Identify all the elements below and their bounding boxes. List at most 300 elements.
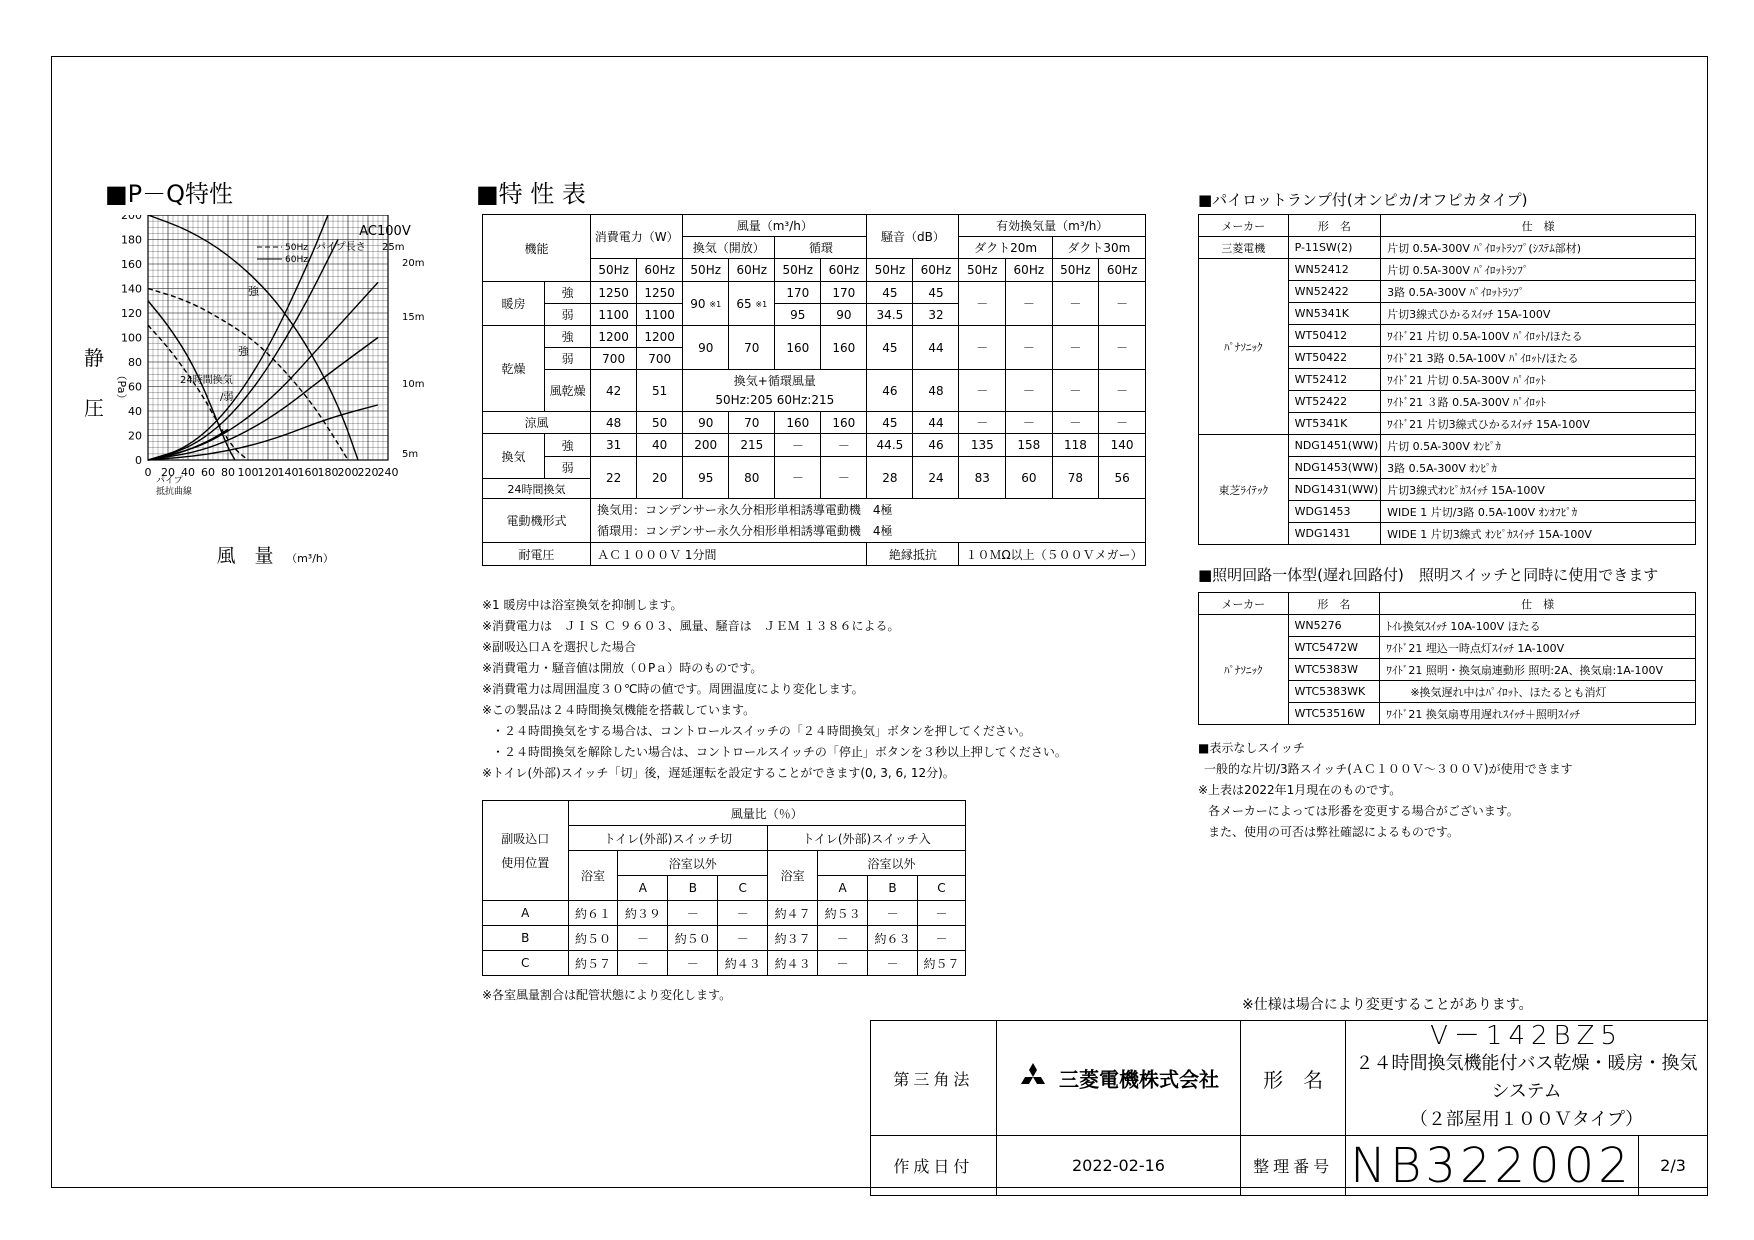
cell: 45 xyxy=(867,412,913,434)
pilot-spec: 3路 0.5A-300V ﾊﾟｲﾛｯﾄﾗﾝﾌﾟ xyxy=(1381,281,1696,303)
cell: 48 xyxy=(591,412,637,434)
ratio-note: ※各室風量割合は配管状態により変化します。 xyxy=(482,988,732,1002)
model-number: V－142BZ5 xyxy=(1430,1021,1623,1051)
pq-ticks xyxy=(121,215,399,479)
pilot-spec: ﾜｲﾄﾞ21 片切 0.5A-100V ﾊﾟｲﾛｯﾄ/ほたる xyxy=(1381,325,1696,347)
cell: 24 xyxy=(913,457,959,499)
pilot-model: WT50412 xyxy=(1288,325,1381,347)
cell: 20 xyxy=(637,457,683,499)
x-title: 風 量 xyxy=(216,545,274,567)
cell: 200 xyxy=(683,434,729,457)
ratio-cell: － xyxy=(818,951,868,976)
cell: － xyxy=(1099,412,1146,434)
pilot-spec: 片切 0.5A-300V ﾊﾟｲﾛｯﾄﾗﾝﾌﾟ xyxy=(1381,259,1696,281)
pilot-spec: 片切 0.5A-300V ｵﾝﾋﾟｶ xyxy=(1381,435,1696,457)
ratio-cell: 約３９ xyxy=(618,901,668,926)
pilot-spec: 3路 0.5A-300V ｵﾝﾋﾟｶ xyxy=(1381,457,1696,479)
lighting-spec: ※換気遅れ中はﾊﾟｲﾛｯﾄ、ほたるとも消灯 xyxy=(1380,681,1696,703)
note: ※消費電力は周囲温度３０℃時の値です。周囲温度により変化します。 xyxy=(482,682,864,696)
ratio-h-other: 浴室以外 xyxy=(618,851,768,876)
cell: 45 xyxy=(867,282,913,304)
hz: 60Hz xyxy=(1099,259,1146,282)
cell: 1250 xyxy=(591,282,637,304)
tokusei-notes xyxy=(482,595,1067,784)
lighting-title: ■照明回路一体型(遅れ回路付) 照明スイッチと同時に使用できます xyxy=(1198,566,1659,584)
y-tick-label: 180 xyxy=(121,233,142,247)
cell: － xyxy=(775,457,821,499)
cell: 56 xyxy=(1099,457,1146,499)
switch-note: 各メーカーによっては形番を変更する場合がございます。 xyxy=(1208,804,1519,818)
cell: － xyxy=(1052,412,1099,434)
cell xyxy=(683,282,729,326)
pilot-spec: 片切3線式ひかるｽｲｯﾁ 15A-100V xyxy=(1381,303,1696,325)
lighting-h-model: 形 名 xyxy=(1288,593,1380,615)
cell: 78 xyxy=(1052,457,1099,499)
pilot-h-maker: メーカー xyxy=(1199,215,1289,237)
ratio-cell: 約３７ xyxy=(768,926,818,951)
y-tick-label: 20 xyxy=(128,429,142,443)
switch-note: ※上表は2022年1月現在のものです。 xyxy=(1198,783,1402,797)
ratio-cell: － xyxy=(668,951,718,976)
switch-note: ■表示なしスイッチ xyxy=(1198,741,1305,755)
cell: 135 xyxy=(959,434,1006,457)
hz: 50Hz xyxy=(1052,259,1099,282)
tokusei-title: ■特 性 表 xyxy=(476,180,586,208)
ratio-cell: － xyxy=(618,926,668,951)
pilot-spec: ﾜｲﾄﾞ21 片切3線式ひかるｽｲｯﾁ 15A-100V xyxy=(1381,413,1696,435)
cell: － xyxy=(1052,370,1099,412)
kaze-flow-2: 50Hz:205 60Hz:215 xyxy=(715,392,835,407)
y-unit: （Pa） xyxy=(115,369,128,405)
cell: 1200 xyxy=(637,326,683,348)
ratio-cell: 約４３ xyxy=(718,951,768,976)
cell: － xyxy=(1099,326,1146,370)
cell: 83 xyxy=(959,457,1006,499)
model-desc-2: （２部屋用１００Ｖタイプ） xyxy=(1409,1109,1644,1130)
row-24h: 24時間換気 xyxy=(483,479,591,499)
label-weak: /弱 xyxy=(220,392,234,403)
x-unit: （m³/h） xyxy=(286,552,334,565)
y-title-2: 圧 xyxy=(84,396,104,420)
ratio-cell: － xyxy=(868,951,918,976)
cell: 45 xyxy=(913,282,959,304)
row-kansou: 乾燥 xyxy=(483,326,545,412)
cell: 60 xyxy=(1006,457,1053,499)
hz: 60Hz xyxy=(913,259,959,282)
h-duct30: ダクト30m xyxy=(1052,237,1145,259)
x-tick-label: 20 xyxy=(161,466,175,479)
cell: 46 xyxy=(867,370,913,412)
pilot-spec: 片切3線式ｵﾝﾋﾟｶｽｲｯﾁ 15A-100V xyxy=(1381,479,1696,501)
hz: 50Hz xyxy=(867,259,913,282)
ratio-h-on: トイレ(外部)スイッチ入 xyxy=(768,826,966,851)
pilot-model: WT52422 xyxy=(1288,391,1381,413)
pilot-model: P-11SW(2) xyxy=(1288,237,1381,259)
note: ※1 暖房中は浴室換気を抑制します。 xyxy=(482,598,683,612)
cell: 50 xyxy=(637,412,683,434)
cell: 170 xyxy=(821,282,867,304)
cell: － xyxy=(1052,282,1099,326)
x-tick-label: 180 xyxy=(317,466,339,479)
x-tick-label: 220 xyxy=(357,466,379,479)
cell: 160 xyxy=(821,326,867,370)
cell: － xyxy=(959,326,1006,370)
pilot-spec: ﾜｲﾄﾞ21 3路 0.5A-100V ﾊﾟｲﾛｯﾄ/ほたる xyxy=(1381,347,1696,369)
kaze-flow-1: 換気+循環風量 xyxy=(733,373,816,388)
hz: 50Hz xyxy=(683,259,729,282)
ratio-h-other: 浴室以外 xyxy=(818,851,966,876)
cell: 1200 xyxy=(591,326,637,348)
x-tick-label: 140 xyxy=(277,466,299,479)
hz: 60Hz xyxy=(637,259,683,282)
lighting-model: WN5276 xyxy=(1288,615,1380,637)
motor-values xyxy=(591,499,1146,543)
ins-label: 絶縁抵抗 xyxy=(867,543,959,566)
h-eff: 有効換気量（m³/h） xyxy=(959,215,1146,237)
ratio-pos: C xyxy=(483,951,569,976)
cell: 44 xyxy=(913,412,959,434)
pilot-model: WT50422 xyxy=(1288,347,1381,369)
pilot-model: NDG1431(WW) xyxy=(1288,479,1381,501)
cell: － xyxy=(1006,282,1053,326)
volt-label: 耐電圧 xyxy=(483,543,591,566)
h-flow: 風量（m³/h） xyxy=(683,215,867,237)
legend-pipe: パイプ長さ xyxy=(316,242,366,253)
cell: 40 xyxy=(637,434,683,457)
company-name: 三菱電機株式会社 xyxy=(1059,1067,1220,1092)
h-kinou: 機能 xyxy=(483,215,591,282)
h-duct20: ダクト20m xyxy=(959,237,1052,259)
cell: 48 xyxy=(913,370,959,412)
cell: 118 xyxy=(1052,434,1099,457)
ratio-cell: 約５３ xyxy=(818,901,868,926)
hz: 50Hz xyxy=(959,259,1006,282)
ratio-cell: 約４３ xyxy=(768,951,818,976)
cell: 70 xyxy=(729,412,775,434)
x-tick-label: 200 xyxy=(337,466,359,479)
date-label: 作成日付 xyxy=(871,1136,997,1196)
ratio-cell: － xyxy=(618,951,668,976)
ratio-h-bath: 浴室 xyxy=(768,851,818,901)
sub-weak: 弱 xyxy=(545,304,591,326)
cell: － xyxy=(821,434,867,457)
ratio-h-ratio: 風量比（％） xyxy=(568,801,966,826)
y-tick-label: 40 xyxy=(128,405,142,418)
note: ※消費電力は ＪＩＳ Ｃ ９６０３、風量、騒音は ＪＥＭ １３８６による。 xyxy=(482,619,900,633)
hz: 50Hz xyxy=(775,259,821,282)
h-junkan: 循環 xyxy=(775,237,867,259)
number-label: 整理番号 xyxy=(1241,1136,1346,1196)
cell: 160 xyxy=(821,412,867,434)
note: ・２４時間換気を解除したい場合は、コントロールスイッチの「停止」ボタンを３秒以上押してください。 xyxy=(492,745,1067,759)
ratio-cell: － xyxy=(668,901,718,926)
ratio-cell: － xyxy=(718,926,768,951)
mark-1: ※1 xyxy=(709,299,722,309)
lighting-maker: ﾊﾟﾅｿﾆｯｸ xyxy=(1199,615,1289,725)
legend-50hz: 50Hz xyxy=(285,243,308,253)
cell: 28 xyxy=(867,457,913,499)
note: ※消費電力・騒音値は開放（０Pａ）時のものです。 xyxy=(482,661,763,675)
sub-weak: 弱 xyxy=(545,348,591,370)
cell: 700 xyxy=(637,348,683,370)
cell: 160 xyxy=(775,412,821,434)
label-strong-60: 強 xyxy=(248,285,259,298)
pipe-label-25m: 25m xyxy=(382,242,405,253)
lighting-model: WTC5383W xyxy=(1288,659,1380,681)
ratio-col: B xyxy=(668,876,718,901)
pilot-h-spec: 仕 様 xyxy=(1381,215,1696,237)
cell: 95 xyxy=(775,304,821,326)
pilot-model: WN52422 xyxy=(1288,281,1381,303)
row-danbou: 暖房 xyxy=(483,282,545,326)
volt-value: ＡＣ１０００Ｖ 1分間 xyxy=(591,543,867,566)
cell: － xyxy=(1052,326,1099,370)
model-cell xyxy=(1346,1021,1708,1136)
cell: 70 xyxy=(729,326,775,370)
ratio-h-off: トイレ(外部)スイッチ切 xyxy=(568,826,768,851)
pilot-h-model: 形 名 xyxy=(1288,215,1381,237)
cell: 46 xyxy=(913,434,959,457)
pilot-model: WDG1431 xyxy=(1288,523,1381,545)
pilot-spec: 片切 0.5A-300V ﾊﾟｲﾛｯﾄﾗﾝﾌﾟ(ｼｽﾃﾑ部材) xyxy=(1381,237,1696,259)
ratio-pos: A xyxy=(483,901,569,926)
cell xyxy=(729,282,775,326)
x-tick-label: 160 xyxy=(297,466,319,479)
legend-60hz: 60Hz xyxy=(285,255,308,265)
h-power: 消費電力（W） xyxy=(591,215,683,259)
y-tick-label: 0 xyxy=(135,454,142,467)
cell: － xyxy=(1006,326,1053,370)
hz: 60Hz xyxy=(729,259,775,282)
y-tick-label: 200 xyxy=(121,215,142,222)
h-kanki: 換気（開放） xyxy=(683,237,775,259)
motor-line-1: 換気用：コンデンサー永久分相形単相誘導電動機 4極 xyxy=(597,502,893,517)
ratio-row-b xyxy=(483,926,966,951)
cell: － xyxy=(821,457,867,499)
ratio-cell: － xyxy=(818,926,868,951)
pilot-model: WT5341K xyxy=(1288,413,1381,435)
title-block xyxy=(870,1020,1708,1196)
sub-weak: 弱 xyxy=(545,457,591,479)
label-pipe-1: パイプ xyxy=(156,476,183,486)
cell: 90 xyxy=(683,412,729,434)
cell: 51 xyxy=(637,370,683,412)
cell: － xyxy=(1099,282,1146,326)
x-tick-label: 0 xyxy=(144,466,152,479)
pilot-spec: WIDE 1 片切/3路 0.5A-100V ｵﾝｵﾌﾋﾟｶ xyxy=(1381,501,1696,523)
cell: 215 xyxy=(729,434,775,457)
y-title-1: 静 xyxy=(84,346,104,370)
projection: 第三角法 xyxy=(871,1021,997,1136)
lighting-model: WTC53516W xyxy=(1288,703,1380,725)
pilot-spec: WIDE 1 片切3線式 ｵﾝﾋﾟｶｽｲｯﾁ 15A-100V xyxy=(1381,523,1696,545)
model-label: 形 名 xyxy=(1241,1021,1346,1136)
ratio-h-bath: 浴室 xyxy=(568,851,618,901)
model-desc-1: ２４時間換気機能付バス乾燥・暖房・換気システム xyxy=(1355,1053,1698,1102)
ratio-cell: 約６１ xyxy=(568,901,618,926)
ratio-pos: B xyxy=(483,926,569,951)
lighting-model: WTC5383WK xyxy=(1288,681,1380,703)
cell: 90 xyxy=(683,326,729,370)
pilot-model: NDG1451(WW) xyxy=(1288,435,1381,457)
pilot-model: WN52412 xyxy=(1288,259,1381,281)
pilot-maker: 三菱電機 xyxy=(1199,237,1289,259)
ratio-col: C xyxy=(718,876,768,901)
x-tick-label: 120 xyxy=(257,466,279,479)
y-tick-label: 100 xyxy=(121,331,142,345)
x-tick-label: 240 xyxy=(377,466,399,479)
ratio-cell: 約６３ xyxy=(868,926,918,951)
pilot-spec: ﾜｲﾄﾞ21 ３路 0.5A-300V ﾊﾟｲﾛｯﾄ xyxy=(1381,391,1696,413)
label-pipe-2: 抵抗曲線 xyxy=(156,487,193,497)
cell: 1100 xyxy=(591,304,637,326)
pilot-model: WDG1453 xyxy=(1288,501,1381,523)
sub-strong: 強 xyxy=(545,282,591,304)
ratio-h-pos: 副吸込口 使用位置 xyxy=(483,801,569,901)
cell: 44 xyxy=(913,326,959,370)
label-24h: 24時間換気 xyxy=(180,375,233,386)
pipe-label-5m: 5m xyxy=(402,449,419,460)
pq-voltage: AC100V xyxy=(359,224,411,239)
label-strong-50: 強 xyxy=(238,345,249,358)
cell-value: 65 xyxy=(736,296,752,311)
cell: 90 xyxy=(821,304,867,326)
lighting-table xyxy=(1198,592,1696,725)
spec-change-note: ※仕様は場合により変更することがあります。 xyxy=(1242,997,1533,1013)
lighting-model: WTC5472W xyxy=(1288,637,1380,659)
cell: 45 xyxy=(867,326,913,370)
pilot-model: WN5341K xyxy=(1288,303,1381,325)
ratio-cell: 約５７ xyxy=(917,951,965,976)
pq-chart xyxy=(60,215,450,585)
note: ※副吸込口Ａを選択した場合 xyxy=(482,640,637,654)
cell: － xyxy=(775,434,821,457)
pilot-table xyxy=(1198,214,1696,545)
cell: 1250 xyxy=(637,282,683,304)
pilot-title: ■パイロットランプ付(オンピカ/オフピカタイプ) xyxy=(1198,191,1528,209)
hz: 60Hz xyxy=(1006,259,1053,282)
drawing-number: NB322002 xyxy=(1346,1136,1639,1196)
cell: 158 xyxy=(1006,434,1053,457)
cell: 140 xyxy=(1099,434,1146,457)
switch-notes xyxy=(1198,738,1573,843)
cell: 160 xyxy=(775,326,821,370)
cell: 170 xyxy=(775,282,821,304)
company-cell xyxy=(996,1021,1241,1136)
sub-strong: 強 xyxy=(545,434,591,457)
cell: － xyxy=(1006,370,1053,412)
ratio-cell: 約５７ xyxy=(568,951,618,976)
row-ryoufuu: 涼風 xyxy=(483,412,591,434)
cell-value: 90 xyxy=(690,296,706,311)
ratio-col: B xyxy=(868,876,918,901)
ratio-col: A xyxy=(618,876,668,901)
motor-label: 電動機形式 xyxy=(483,499,591,543)
cell: 34.5 xyxy=(867,304,913,326)
x-tick-label: 80 xyxy=(221,466,235,479)
ratio-row-c xyxy=(483,951,966,976)
date: 2022-02-16 xyxy=(996,1136,1241,1196)
lighting-h-spec: 仕 様 xyxy=(1380,593,1696,615)
mark-1: ※1 xyxy=(755,299,768,309)
cell: 44.5 xyxy=(867,434,913,457)
cell: 42 xyxy=(591,370,637,412)
note: ※トイレ(外部)スイッチ「切」後，遅延運転を設定することができます(0, 3, 6, 12分)。 xyxy=(482,766,955,780)
y-tick-label: 140 xyxy=(121,282,142,296)
ratio-col: A xyxy=(818,876,868,901)
tokusei-table xyxy=(482,214,1146,566)
pipe-label-15m: 15m xyxy=(402,312,425,323)
h-noise: 騒音（dB） xyxy=(867,215,959,259)
page-number: 2/3 xyxy=(1639,1136,1708,1196)
y-tick-label: 160 xyxy=(121,258,142,271)
switch-note: また、使用の可否は弊社確認によるものです。 xyxy=(1208,825,1460,839)
hz: 60Hz xyxy=(821,259,867,282)
pilot-model: NDG1453(WW) xyxy=(1288,457,1381,479)
cell: 95 xyxy=(683,457,729,499)
y-tick-label: 120 xyxy=(121,307,142,320)
pilot-maker: ﾊﾟﾅｿﾆｯｸ xyxy=(1199,259,1289,435)
cell: 700 xyxy=(591,348,637,370)
ratio-cell: － xyxy=(868,901,918,926)
sub-kaze: 風乾燥 xyxy=(545,370,591,412)
ratio-cell: － xyxy=(917,901,965,926)
ratio-cell: － xyxy=(718,901,768,926)
lighting-spec: ﾜｲﾄﾞ21 埋込一時点灯ｽｲｯﾁ 1A-100V xyxy=(1380,637,1696,659)
switch-note: 一般的な片切/3路スイッチ(ＡＣ１００Ｖ～３００Ｖ)が使用できます xyxy=(1204,762,1573,776)
cell: － xyxy=(959,370,1006,412)
pq-legend xyxy=(257,241,366,265)
y-tick-label: 60 xyxy=(128,380,142,394)
cell: － xyxy=(1006,412,1053,434)
cell-kaze-flow xyxy=(683,370,867,412)
x-tick-label: 100 xyxy=(237,466,259,479)
lighting-spec: ﾄｲﾚ換気ｽｲｯﾁ 10A-100V ほたる xyxy=(1380,615,1696,637)
cell: － xyxy=(1099,370,1146,412)
sub-strong: 強 xyxy=(545,326,591,348)
cell: － xyxy=(959,282,1006,326)
row-kanki: 換気 xyxy=(483,434,545,479)
note: ・２４時間換気をする場合は、コントロールスイッチの「２４時間換気」ボタンを押してください。 xyxy=(492,724,1031,738)
ratio-cell: 約５０ xyxy=(668,926,718,951)
ratio-table xyxy=(482,800,966,976)
note: ※この製品は２４時間換気機能を搭載しています。 xyxy=(482,703,756,717)
ratio-row-a xyxy=(483,901,966,926)
ins-value: １０ＭΩ以上（５００Ｖメガー） xyxy=(959,543,1146,566)
lighting-h-maker: メーカー xyxy=(1199,593,1289,615)
x-tick-label: 40 xyxy=(181,466,195,479)
hz: 50Hz xyxy=(591,259,637,282)
ratio-cell: 約４７ xyxy=(768,901,818,926)
pipe-label-10m: 10m xyxy=(402,379,425,390)
cell: 22 xyxy=(591,457,637,499)
y-tick-label: 80 xyxy=(128,356,142,369)
pilot-model: WT52412 xyxy=(1288,369,1381,391)
ratio-cell: － xyxy=(917,926,965,951)
cell: － xyxy=(959,412,1006,434)
cell: 1100 xyxy=(637,304,683,326)
x-tick-label: 60 xyxy=(201,466,215,479)
cell: 31 xyxy=(591,434,637,457)
pilot-spec: ﾜｲﾄﾞ21 片切 0.5A-300V ﾊﾟｲﾛｯﾄ xyxy=(1381,369,1696,391)
motor-line-2: 循環用：コンデンサー永久分相形単相誘導電動機 4極 xyxy=(597,523,893,538)
lighting-spec: ﾜｲﾄﾞ21 照明・換気扇連動形 照明:2A、換気扇:1A-100V xyxy=(1380,659,1696,681)
mitsubishi-logo-icon xyxy=(1018,1062,1048,1094)
pilot-maker: 東芝ﾗｲﾃｯｸ xyxy=(1199,435,1289,545)
cell: 80 xyxy=(729,457,775,499)
lighting-spec: ﾜｲﾄﾞ21 換気扇専用遅れｽｲｯﾁ＋照明ｽｲｯﾁ xyxy=(1380,703,1696,725)
pq-chart-svg xyxy=(60,215,450,585)
